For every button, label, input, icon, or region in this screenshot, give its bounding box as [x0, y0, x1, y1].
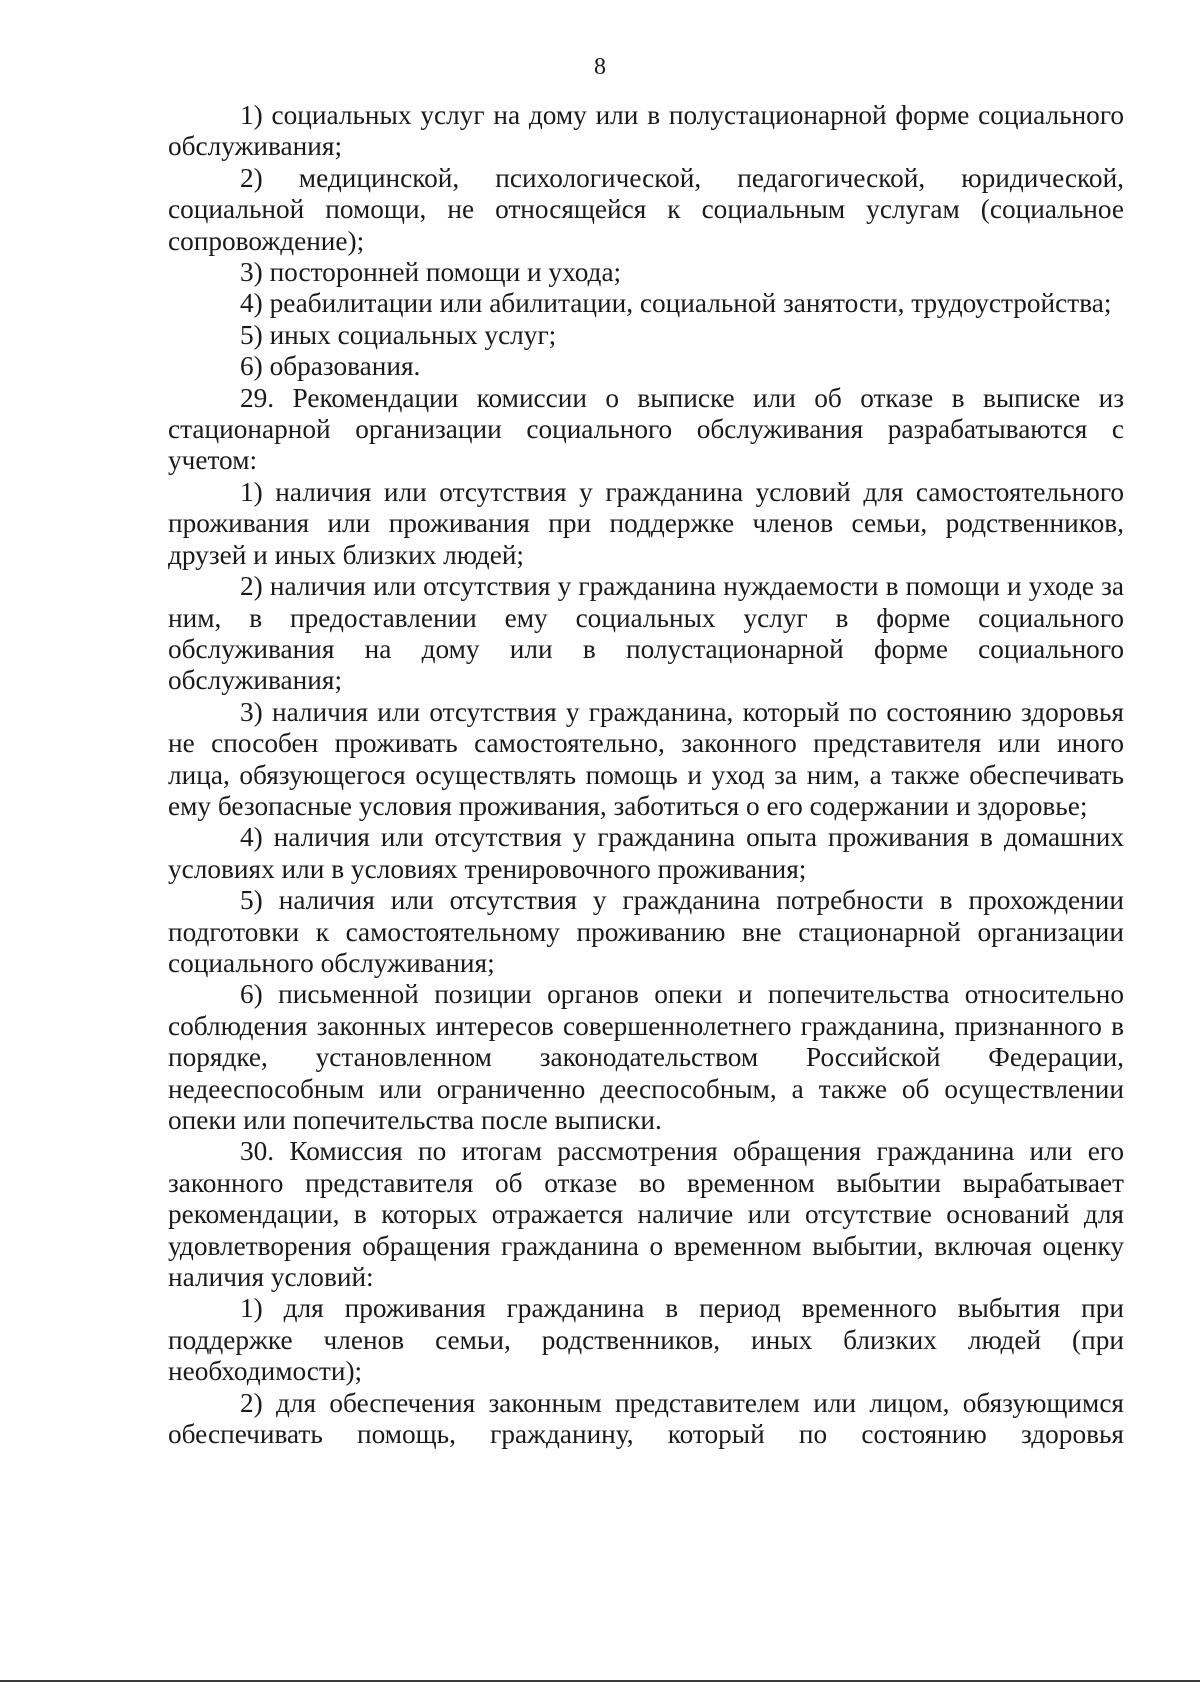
paragraph-item-2: 2) медицинской, психологической, педагогической, юридической, социальной помощи, не относящейся к социальным услугам (социальное сопровождение);: [168, 162, 1124, 256]
paragraph-item-6: 6) образования.: [240, 351, 421, 382]
footer-rule: [0, 1680, 1200, 1682]
paragraph-clause-30: 30. Комиссия по итогам рассмотрения обращения гражданина или его законного представителя об отказе во временном выбытии вырабатывает рекомендации, в которых отражается наличие или отсутствие оснований для удовлетворения обращения гражданина о временном выбытии, включая оценку наличия условий:: [168, 1136, 1124, 1293]
paragraph-clause-29: 29. Рекомендации комиссии о выписке или об отказе в выписке из стационарной организации социального обслуживания разрабатываются с учетом:: [168, 382, 1124, 476]
paragraph-clause-29-item-6: 6) письменной позиции органов опеки и попечительства относительно соблюдения законных интересов совершеннолетнего гражданина, признанного в порядке, установленном законодательством Российской Федерации, недееспособным или ограниченно дееспособным, а также об осуществлении опеки или попечительства после выписки.: [168, 979, 1124, 1135]
paragraph-item-1: 1) социальных услуг на дому или в полустационарной форме социального обслуживания;: [168, 100, 1124, 162]
paragraph-clause-29-item-3: 3) наличия или отсутствия у гражданина, который по состоянию здоровья не способен проживать самостоятельно, законного представителя или иного лица, обязующегося осуществлять помощь и уход за ним, а также обеспечивать ему безопасные условия проживания, заботиться о его содержании и здоровье;: [168, 696, 1124, 821]
paragraph-item-3: 3) посторонней помощи и ухода;: [240, 257, 622, 288]
paragraph-clause-29-item-2: 2) наличия или отсутствия у гражданина нуждаемости в помощи и уходе за ним, в предоставлении ему социальных услуг в форме социального обслуживания на дому или в полустационарной форме социального обслуживания;: [168, 571, 1124, 696]
paragraph-clause-29-item-1: 1) наличия или отсутствия у гражданина условий для самостоятельного проживания или проживания при поддержке членов семьи, родственников, друзей и иных близких людей;: [168, 476, 1124, 570]
paragraph-clause-30-item-2: 2) для обеспечения законным представителем или лицом, обязующимся обеспечивать помощь, гражданину, который по состоянию здоровья: [168, 1387, 1124, 1450]
paragraph-clause-29-item-4: 4) наличия или отсутствия у гражданина опыта проживания в домашних условиях или в условиях тренировочного проживания;: [168, 822, 1124, 884]
page-number: 8: [594, 54, 606, 80]
paragraph-item-5: 5) иных социальных услуг;: [240, 319, 557, 350]
paragraph-clause-29-item-5: 5) наличия или отсутствия у гражданина потребности в прохождении подготовки к самостоятельному проживанию вне стационарной организации социального обслуживания;: [168, 885, 1124, 978]
paragraph-clause-30-item-1: 1) для проживания гражданина в период временного выбытия при поддержке членов семьи, родственников, иных близких людей (при необходимости);: [168, 1293, 1124, 1387]
paragraph-item-4: 4) реабилитации или абилитации, социальной занятости, трудоустройства;: [240, 288, 1112, 319]
document-body: [168, 100, 1124, 1450]
